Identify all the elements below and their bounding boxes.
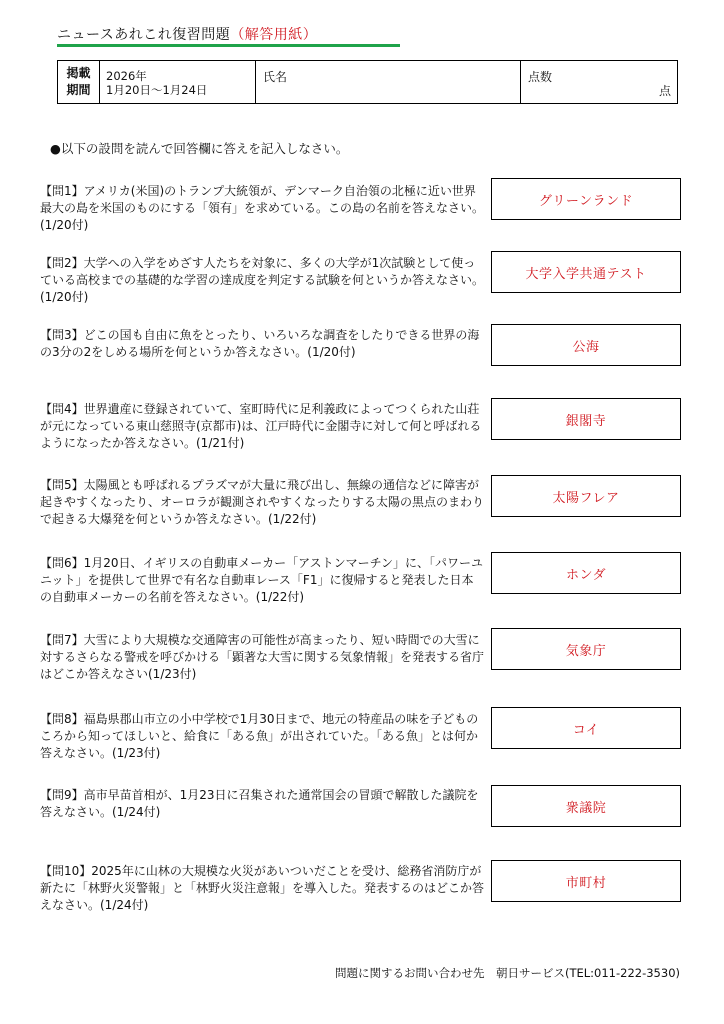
name-field[interactable] xyxy=(256,61,521,103)
answer-box-10[interactable] xyxy=(491,860,681,902)
answer-box-4[interactable] xyxy=(491,398,681,440)
instruction: ●以下の設問を読んで回答欄に答えを記入しなさい。 xyxy=(50,141,349,156)
score-unit: 点 xyxy=(658,84,671,98)
answer-text: グリーンランド xyxy=(538,193,634,209)
answer-text: 太陽フレア xyxy=(552,490,620,506)
period-dates: 1月20日～1月24日 xyxy=(106,83,208,97)
question-3 xyxy=(40,327,485,361)
question-text: アメリカ(米国)のトランプ大統領が、デンマーク自治領の北極に近い世界最大の島を米国のものにする「領有」を求めている。この島の名前を答えなさい。(1/20付) xyxy=(40,184,485,232)
answer-box-3[interactable] xyxy=(491,324,681,366)
question-number: 【問4】 xyxy=(40,402,84,416)
period-label-line1: 掲載 xyxy=(66,66,91,80)
question-text: 1月20日、イギリスの自動車メーカー「アストンマーチン」に、「パワーユニット」を提供して世界で有名な自動車レース「F1」に復帰すると発表した日本の自動車メーカーの名前を答えなさい。(1/22付) xyxy=(40,556,483,604)
question-text: 2025年に山林の大規模な火災があいついだことを受け、総務省消防庁が新たに「林野火災警報」と「林野火災注意報」を導入した。発表するのはどこか答えなさい。(1/24付) xyxy=(40,864,485,912)
question-number: 【問7】 xyxy=(40,633,84,647)
title-underline xyxy=(57,44,400,47)
question-number: 【問9】 xyxy=(40,788,84,802)
question-text: どこの国も自由に魚をとったり、いろいろな調査をしたりできる世界の海の3分の2をしめる場所を何というか答えなさい。(1/20付) xyxy=(40,328,480,359)
question-number: 【問3】 xyxy=(40,328,84,342)
question-5 xyxy=(40,477,485,528)
title-sub: （解答用紙） xyxy=(230,27,318,43)
footer-contact: 問題に関するお問い合わせ先 朝日サービス(TEL:011-222-3530) xyxy=(334,966,680,980)
question-text: 太陽風とも呼ばれるプラズマが大量に飛び出し、無線の通信などに障害が起きやすくなったり、オーロラが観測されやすくなったりする太陽の黒点のまわりで起きる大爆発を何というか答えなさい。(1/22付) xyxy=(40,478,485,526)
answer-text: ホンダ xyxy=(566,567,606,583)
period-label xyxy=(58,61,100,103)
score-field[interactable] xyxy=(521,61,677,103)
answer-box-7[interactable] xyxy=(491,628,681,670)
question-9 xyxy=(40,787,485,821)
period-year: 2026年 xyxy=(106,69,147,83)
answer-text: 公海 xyxy=(572,339,600,355)
answer-box-1[interactable] xyxy=(491,178,681,220)
question-text: 大学への入学をめざす人たちを対象に、多くの大学が1次試験として使っている高校までの基礎的な学習の達成度を判定する試験を何というか答えなさい。(1/20付) xyxy=(40,256,485,304)
question-2 xyxy=(40,255,485,306)
period-value xyxy=(100,61,256,103)
answer-box-8[interactable] xyxy=(491,707,681,749)
question-4 xyxy=(40,401,485,452)
question-text: 福島県郡山市立の小中学校で1月30日まで、地元の特産品の味を子どものころから知ってほしいと、給食に「ある魚」が出されていた。「ある魚」とは何か答えなさい。(1/23付) xyxy=(40,712,479,760)
info-table xyxy=(57,60,678,104)
question-text: 大雪により大規模な交通障害の可能性が高まったり、短い時間での大雪に対するさらなる警戒を呼びかける「顕著な大雪に関する気象情報」を発表する省庁はどこか答えなさい(1/23付) xyxy=(40,633,485,681)
answer-text: 気象庁 xyxy=(565,643,607,659)
answer-box-2[interactable] xyxy=(491,251,681,293)
question-7 xyxy=(40,632,485,683)
answer-text: コイ xyxy=(572,722,600,738)
question-number: 【問2】 xyxy=(40,256,84,270)
question-number: 【問6】 xyxy=(40,556,84,570)
question-10 xyxy=(40,863,485,914)
answer-text: 衆議院 xyxy=(565,800,607,816)
answer-text: 銀閣寺 xyxy=(565,413,607,429)
answer-box-9[interactable] xyxy=(491,785,681,827)
page-title xyxy=(57,24,317,44)
question-number: 【問5】 xyxy=(40,478,84,492)
answer-box-6[interactable] xyxy=(491,552,681,594)
question-6 xyxy=(40,555,485,606)
question-number: 【問10】 xyxy=(40,864,92,878)
answer-text: 市町村 xyxy=(565,875,607,891)
question-text: 世界遺産に登録されていて、室町時代に足利義政によってつくられた山荘が元になっている東山慈照寺(京都市)は、江戸時代に金閣寺に対して何と呼ばれるようになったか答えなさい。(1/21付) xyxy=(40,402,482,450)
answer-text: 大学入学共通テスト xyxy=(525,266,647,282)
title-main: ニュースあれこれ復習問題 xyxy=(57,27,231,43)
name-label: 氏名 xyxy=(263,70,288,84)
question-8 xyxy=(40,711,485,762)
question-text: 高市早苗首相が、1月23日に召集された通常国会の冒頭で解散した議院を答えなさい。(1/24付) xyxy=(40,788,479,819)
answer-box-5[interactable] xyxy=(491,475,681,517)
score-label: 点数 xyxy=(528,70,553,84)
question-1 xyxy=(40,183,485,234)
question-number: 【問1】 xyxy=(40,184,84,198)
question-number: 【問8】 xyxy=(40,712,84,726)
period-label-line2: 期間 xyxy=(66,83,91,97)
